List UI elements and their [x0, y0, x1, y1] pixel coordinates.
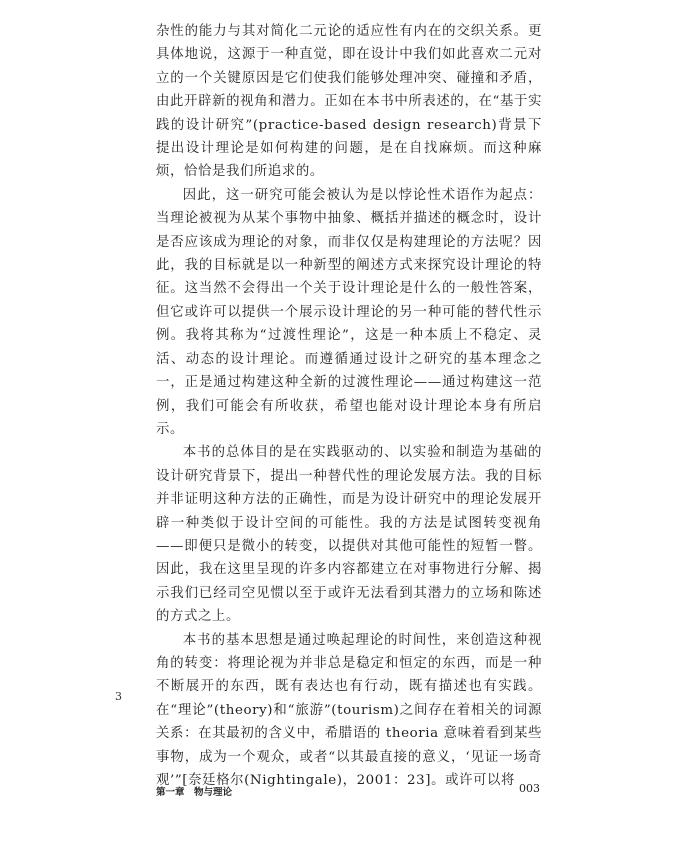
margin-reference-number: 3: [115, 690, 122, 703]
body-text: [156, 20, 542, 792]
footer-page-number: 003: [519, 782, 540, 795]
paragraph-4: 本书的基本思想是通过唤起理论的时间性，来创造这种视角的转变：将理论视为并非总是稳定和恒定的东西，而是一种不断展开的东西，既有表达也有行动，既有描述也有实践。在“理论”(theory)和“旅游”(tourism)之间存在着相关的词源关系：在其最初的含义中，希腊语的 theoria 意味着看到某些事物，成为一个观众，或者“以其最直接的意义，‘见证一场奇观’”[奈廷格尔(Nightingale)，2001：23]。或许可以将: [156, 632, 542, 788]
footer-chapter-title: 第一章 物与理论: [156, 787, 233, 798]
paragraph-2: 因此，这一研究可能会被认为是以悖论性术语作为起点：当理论被视为从某个事物中抽象、概括并描述的概念时，设计是否应该成为理论的对象，而非仅仅是构建理论的方法呢？因此，我的目标就是以一种新型的阐述方式来探究设计理论的特征。这当然不会得出一个关于设计理论是什么的一般性答案，但它或许可以提供一个展示设计理论的另一种可能的替代性示例。我将其称为“过渡性理论”，这是一种本质上不稳定、灵活、动态的设计理论。而遵循通过设计之研究的基本理念之一，正是通过构建这种全新的过渡性理论——通过构建这一范例，我们可能会有所收获，希望也能对设计理论本身有所启示。: [156, 187, 542, 437]
paragraph-continuation: 杂性的能力与其对简化二元论的适应性有内在的交织关系。更具体地说，这源于一种直觉，即在设计中我们如此喜欢二元对立的一个关键原因是它们使我们能够处理冲突、碰撞和矛盾，由此开辟新的视角和潜力。正如在本书中所表述的，在“基于实践的设计研究”(practice-based design research)背景下提出设计理论是如何构建的问题，是在自找麻烦。而这种麻烦，恰恰是我们所追求的。: [156, 24, 542, 180]
paragraph-3: 本书的总体目的是在实践驱动的、以实验和制造为基础的设计研究背景下，提出一种替代性的理论发展方法。我的目标并非证明这种方法的正确性，而是为设计研究中的理论发展开辟一种类似于设计空间的可能性。我的方法是试图转变视角——即便只是微小的转变，以提供对其他可能性的短暂一瞥。因此，我在这里呈现的许多内容都建立在对事物进行分解、揭示我们已经司空见惯以至于或许无法看到其潜力的立场和陈述的方式之上。: [156, 445, 542, 625]
